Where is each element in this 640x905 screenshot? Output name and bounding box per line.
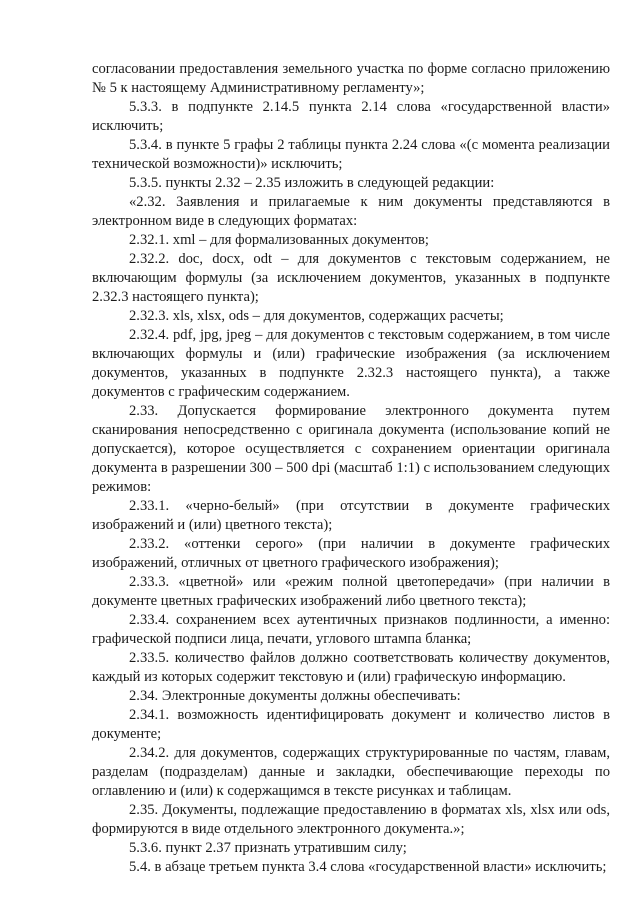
paragraph: 2.32.1. xml – для формализованных документов; [129, 232, 429, 248]
paragraph: 2.33. Допускается формирование электронного документа путем сканирования непосредственно с оригинала документа (использование копий не допускается), которое осуществляется с сохранением ориентации оригинала документа в разрешении 300 – 500 dpi (масштаб 1:1) с использованием следующих режимов: [92, 403, 610, 495]
paragraph: 2.34. Электронные документы должны обеспечивать: [129, 688, 461, 704]
paragraph: 5.3.6. пункт 2.37 признать утратившим силу; [129, 840, 407, 856]
paragraph: 5.3.3. в подпункте 2.14.5 пункта 2.14 слова «государственной власти» исключить; [92, 99, 610, 134]
paragraph: 2.32.3. xls, xlsx, ods – для документов, содержащих расчеты; [129, 308, 504, 324]
paragraph: 2.33.4. сохранением всех аутентичных признаков подлинности, а именно: графической подписи лица, печати, углового штампа бланка; [92, 612, 610, 647]
paragraph: 5.4. в абзаце третьем пункта 3.4 слова «государственной власти» исключить; [129, 859, 607, 875]
paragraph: 2.35. Документы, подлежащие предоставлению в форматах xls, xlsx или ods, формируются в виде отдельного электронного документа.»; [92, 802, 610, 837]
paragraph: 5.3.4. в пункте 5 графы 2 таблицы пункта 2.24 слова «(с момента реализации технической возможности)» исключить; [92, 137, 610, 172]
paragraph: 2.32.4. pdf, jpg, jpeg – для документов с текстовым содержанием, в том числе включающих формулы и (или) графические изображения (за исключением документов, указанных в подпункте 2.32.3 настоящего пункта), а также документов с графическим содержанием. [92, 327, 610, 400]
paragraph: 2.33.2. «оттенки серого» (при наличии в документе графических изображений, отличных от цветного графического изображения); [92, 536, 610, 571]
paragraph: 2.33.3. «цветной» или «режим полной цветопередачи» (при наличии в документе цветных графических изображений либо цветного текста); [92, 574, 610, 609]
document-page [92, 60, 610, 877]
paragraph: 2.34.2. для документов, содержащих структурированные по частям, главам, разделам (подразделам) данные и закладки, обеспечивающие переходы по оглавлению и (или) к содержащимся в тексте рисунках и таблицам. [92, 745, 610, 799]
paragraph: «2.32. Заявления и прилагаемые к ним документы представляются в электронном виде в следующих форматах: [92, 194, 610, 229]
paragraph: 2.33.5. количество файлов должно соответствовать количеству документов, каждый из которых содержит текстовую и (или) графическую информацию. [92, 650, 610, 685]
paragraph: 5.3.5. пункты 2.32 – 2.35 изложить в следующей редакции: [129, 175, 495, 191]
paragraph: 2.32.2. doc, docx, odt – для документов с текстовым содержанием, не включающим формулы (за исключением документов, указанных в подпункте 2.32.3 настоящего пункта); [92, 251, 610, 305]
paragraph: 2.34.1. возможность идентифицировать документ и количество листов в документе; [92, 707, 610, 742]
paragraph: согласовании предоставления земельного участка по форме согласно приложению № 5 к настоящему Административному регламенту»; [92, 61, 610, 96]
paragraph: 2.33.1. «черно-белый» (при отсутствии в документе графических изображений и (или) цветного текста); [92, 498, 610, 533]
